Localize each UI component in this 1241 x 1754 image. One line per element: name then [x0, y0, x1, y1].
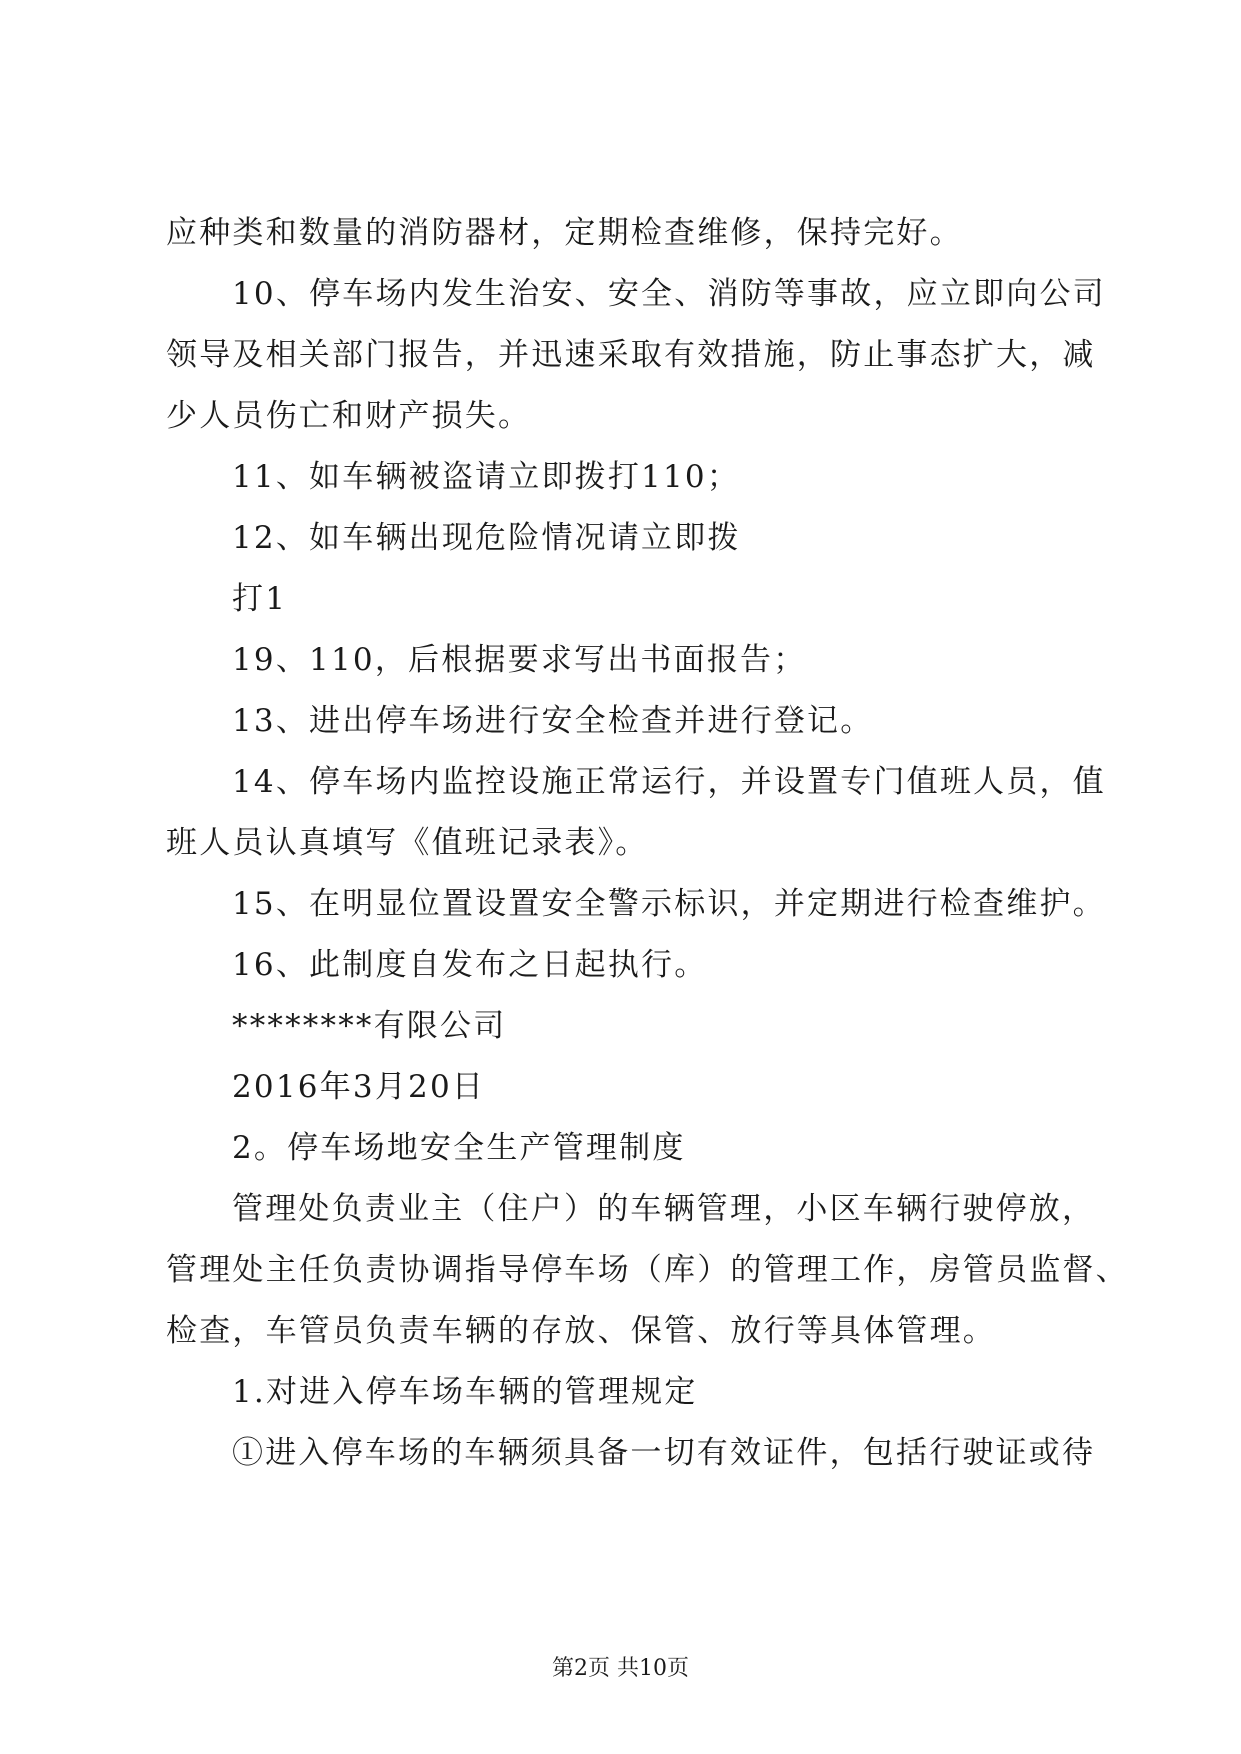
body-line: 15、在明显位置设置安全警示标识，并定期进行检查维护。: [232, 886, 1106, 922]
body-line: 应种类和数量的消防器材，定期检查维修，保持完好。: [166, 215, 963, 251]
body-line: ①进入停车场的车辆须具备一切有效证件，包括行驶证或待: [232, 1435, 1096, 1471]
body-line: 班人员认真填写《值班记录表》。: [166, 825, 649, 861]
body-line: 19、110，后根据要求写出书面报告；: [232, 642, 807, 678]
body-line: 16、此制度自发布之日起执行。: [232, 947, 708, 983]
body-line: 检查，车管员负责车辆的存放、保管、放行等具体管理。: [166, 1313, 996, 1349]
section-heading: 2。停车场地安全生产管理制度: [232, 1130, 686, 1166]
body-line: 少人员伤亡和财产损失。: [166, 398, 532, 434]
body-line: 打1: [232, 581, 288, 617]
document-date: 2016年3月20日: [232, 1069, 486, 1105]
company-name: ********有限公司: [232, 1008, 507, 1044]
body-line: 13、进出停车场进行安全检查并进行登记。: [232, 703, 874, 739]
body-line: 14、停车场内监控设施正常运行，并设置专门值班人员，值: [232, 764, 1106, 800]
body-line: 领导及相关部门报告，并迅速采取有效措施，防止事态扩大，减: [166, 337, 1096, 373]
body-line: 管理处主任负责协调指导停车场（库）的管理工作，房管员监督、: [166, 1252, 1129, 1288]
subsection-heading: 1.对进入停车场车辆的管理规定: [232, 1374, 698, 1410]
body-line: 10、停车场内发生治安、安全、消防等事故，应立即向公司: [232, 276, 1106, 312]
page-footer: 第2页 共10页: [552, 1656, 689, 1681]
body-line: 12、如车辆出现危险情况请立即拨: [232, 520, 741, 556]
body-line: 管理处负责业主（住户）的车辆管理，小区车辆行驶停放，: [232, 1191, 1096, 1227]
body-line: 11、如车辆被盗请立即拨打110；: [232, 459, 741, 495]
